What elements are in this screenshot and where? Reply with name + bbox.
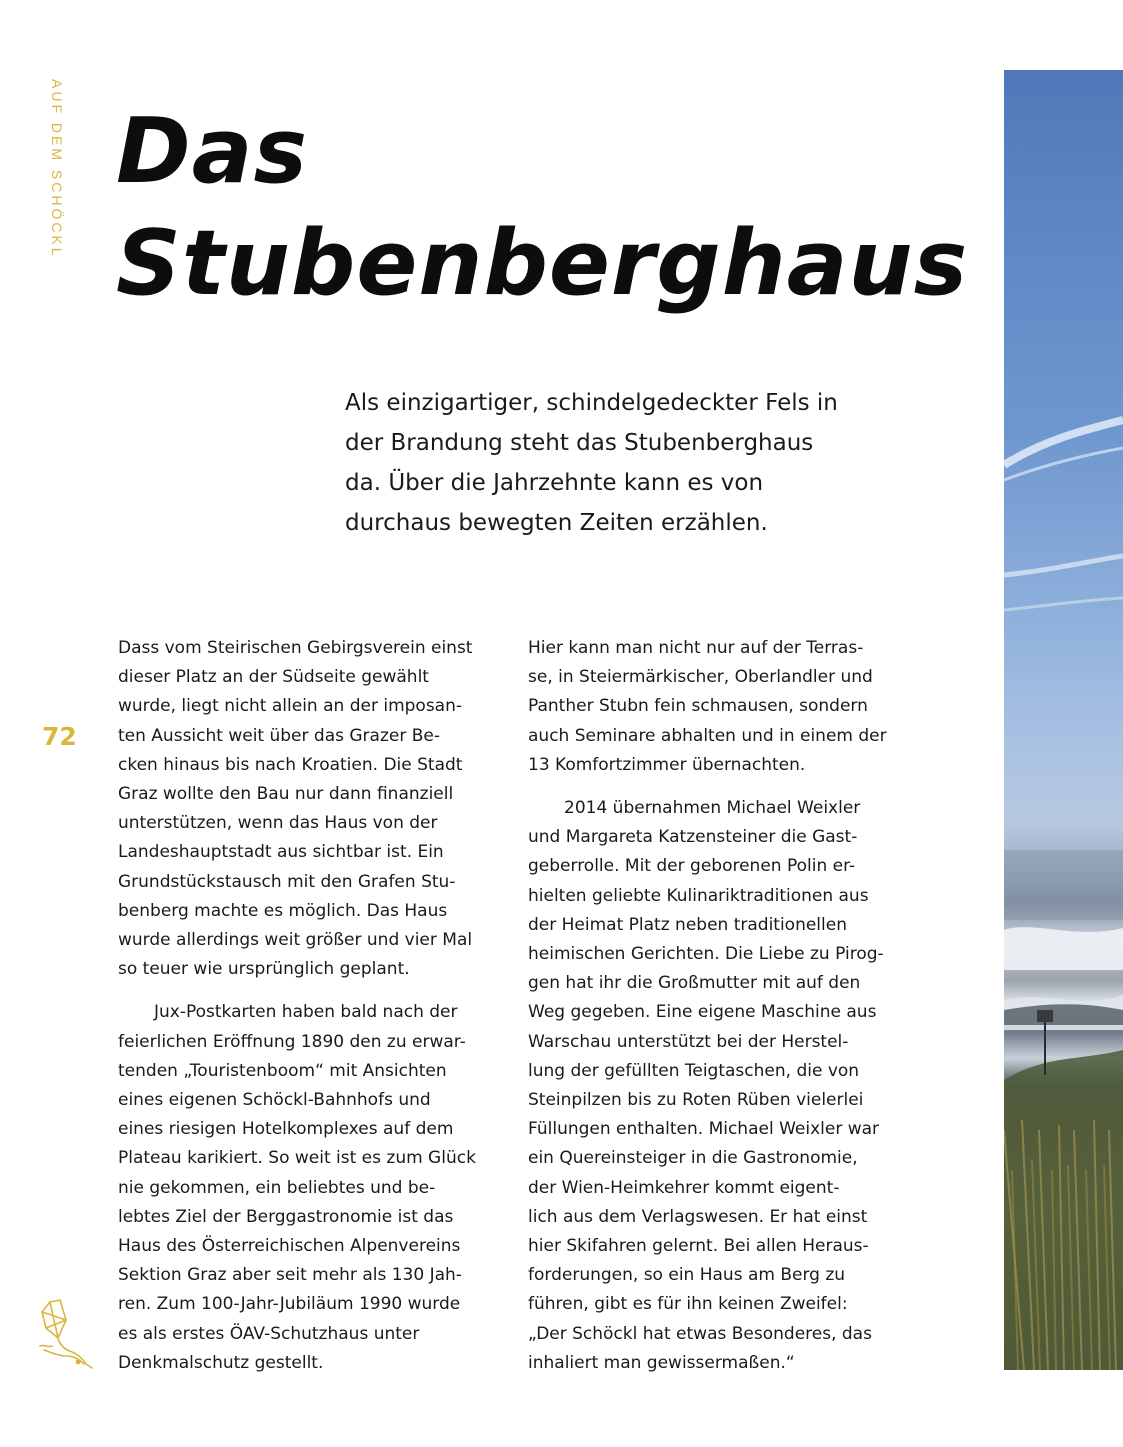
body-line: nie gekommen, ein beliebtes und be- <box>118 1177 436 1198</box>
body-line: Warschau unterstützt bei der Herstel- <box>528 1031 849 1052</box>
body-line: lung der gefüllten Teigtaschen, die von <box>528 1060 860 1081</box>
body-line: 13 Komfortzimmer übernachten. <box>528 754 806 775</box>
lead-line: Als einzigartiger, schindelgedeckter Fels in <box>345 390 838 416</box>
body-line: forderungen, so ein Haus am Berg zu <box>528 1265 846 1286</box>
body-line: dieser Platz an der Südseite gewählt <box>118 667 429 688</box>
body-line: Jux-Postkarten haben bald nach der <box>154 1002 458 1023</box>
body-column-right <box>528 634 948 1378</box>
body-line: so teuer wie ursprünglich geplant. <box>118 959 410 980</box>
photo-detail <box>1004 70 1123 1370</box>
body-line: Füllungen enthalten. Michael Weixler war <box>528 1119 880 1140</box>
body-line: se, in Steiermärkischer, Oberlandler und <box>528 667 873 688</box>
body-line: lich aus dem Verlagswesen. Er hat einst <box>528 1206 868 1227</box>
body-line: benberg machte es möglich. Das Haus <box>118 900 448 921</box>
body-line: und Margareta Katzensteiner die Gast- <box>528 827 858 848</box>
body-line: wurde, liegt nicht allein an der imposan- <box>118 696 463 717</box>
body-line: eines riesigen Hotelkomplexes auf dem <box>118 1119 454 1140</box>
lead-line: da. Über die Jahrzehnte kann es von <box>345 470 764 496</box>
body-line: ein Quereinsteiger in die Gastronomie, <box>528 1148 858 1169</box>
body-paragraph <box>528 634 948 780</box>
body-line: Graz wollte den Bau nur dann finanziell <box>118 784 454 805</box>
body-paragraph <box>118 998 518 1378</box>
section-label: AUF DEM SCHÖCKL <box>49 79 65 259</box>
title-line-1: Das <box>116 99 309 204</box>
body-line: hielten geliebte Kulinariktraditionen aus <box>528 885 869 906</box>
body-line: es als erstes ÖAV-Schutzhaus unter <box>118 1323 420 1344</box>
page-number: 72 <box>42 722 77 751</box>
body-line: ten Aussicht weit über das Grazer Be- <box>118 725 440 746</box>
kite-logo-icon <box>36 1298 96 1370</box>
body-line: ren. Zum 100-Jahr-Jubiläum 1990 wurde <box>118 1294 461 1315</box>
body-line: der Heimat Platz neben traditionellen <box>528 914 847 935</box>
body-line: inhaliert man gewissermaßen.“ <box>528 1352 795 1373</box>
body-line: Panther Stubn fein schmausen, sondern <box>528 696 868 717</box>
body-line: Dass vom Steirischen Gebirgsverein einst <box>118 638 473 658</box>
lead-line: durchaus bewegten Zeiten erzählen. <box>345 510 768 536</box>
page-title <box>116 96 968 320</box>
landscape-photo-strip <box>1004 70 1123 1370</box>
body-line: Steinpilzen bis zu Roten Rüben vielerlei <box>528 1090 864 1111</box>
body-line: Haus des Österreichischen Alpenvereins <box>118 1236 461 1257</box>
title-line-2: Stubenberghaus <box>116 211 969 316</box>
body-paragraph <box>528 794 948 1378</box>
body-line: cken hinaus bis nach Kroatien. Die Stadt <box>118 754 463 775</box>
body-line: der Wien-Heimkehrer kommt eigent- <box>528 1177 840 1198</box>
body-line: eines eigenen Schöckl-Bahnhofs und <box>118 1090 431 1111</box>
body-column-left <box>118 634 518 1378</box>
body-line: unterstützen, wenn das Haus von der <box>118 813 438 834</box>
lead-line: der Brandung steht das Stubenberghaus <box>345 430 814 456</box>
body-line: Landeshauptstadt aus sichtbar ist. Ein <box>118 842 444 863</box>
body-line: Denkmalschutz gestellt. <box>118 1352 324 1373</box>
body-line: „Der Schöckl hat etwas Besonderes, das <box>528 1323 872 1344</box>
body-line: Hier kann man nicht nur auf der Terras- <box>528 638 864 658</box>
body-line: Weg gegeben. Eine eigene Maschine aus <box>528 1002 877 1023</box>
body-line: Grundstückstausch mit den Grafen Stu- <box>118 871 456 892</box>
lead-paragraph <box>345 383 945 543</box>
body-line: lebtes Ziel der Berggastronomie ist das <box>118 1206 454 1227</box>
body-line: geberrolle. Mit der geborenen Polin er- <box>528 856 856 877</box>
body-line: heimischen Gerichten. Die Liebe zu Pirog- <box>528 944 884 965</box>
body-line: auch Seminare abhalten und in einem der <box>528 725 887 746</box>
body-line: 2014 übernahmen Michael Weixler <box>564 798 861 819</box>
body-paragraph <box>118 634 518 984</box>
body-line: gen hat ihr die Großmutter mit auf den <box>528 973 861 994</box>
body-line: tenden „Touristenboom“ mit Ansichten <box>118 1060 447 1081</box>
body-line: Sektion Graz aber seit mehr als 130 Jah- <box>118 1265 462 1286</box>
body-line: feierlichen Eröffnung 1890 den zu erwar- <box>118 1031 466 1052</box>
body-line: hier Skifahren gelernt. Bei allen Heraus- <box>528 1236 869 1257</box>
body-line: wurde allerdings weit größer und vier Mal <box>118 930 473 951</box>
body-line: Plateau karikiert. So weit ist es zum Glück <box>118 1148 476 1169</box>
body-line: führen, gibt es für ihn keinen Zweifel: <box>528 1294 848 1315</box>
